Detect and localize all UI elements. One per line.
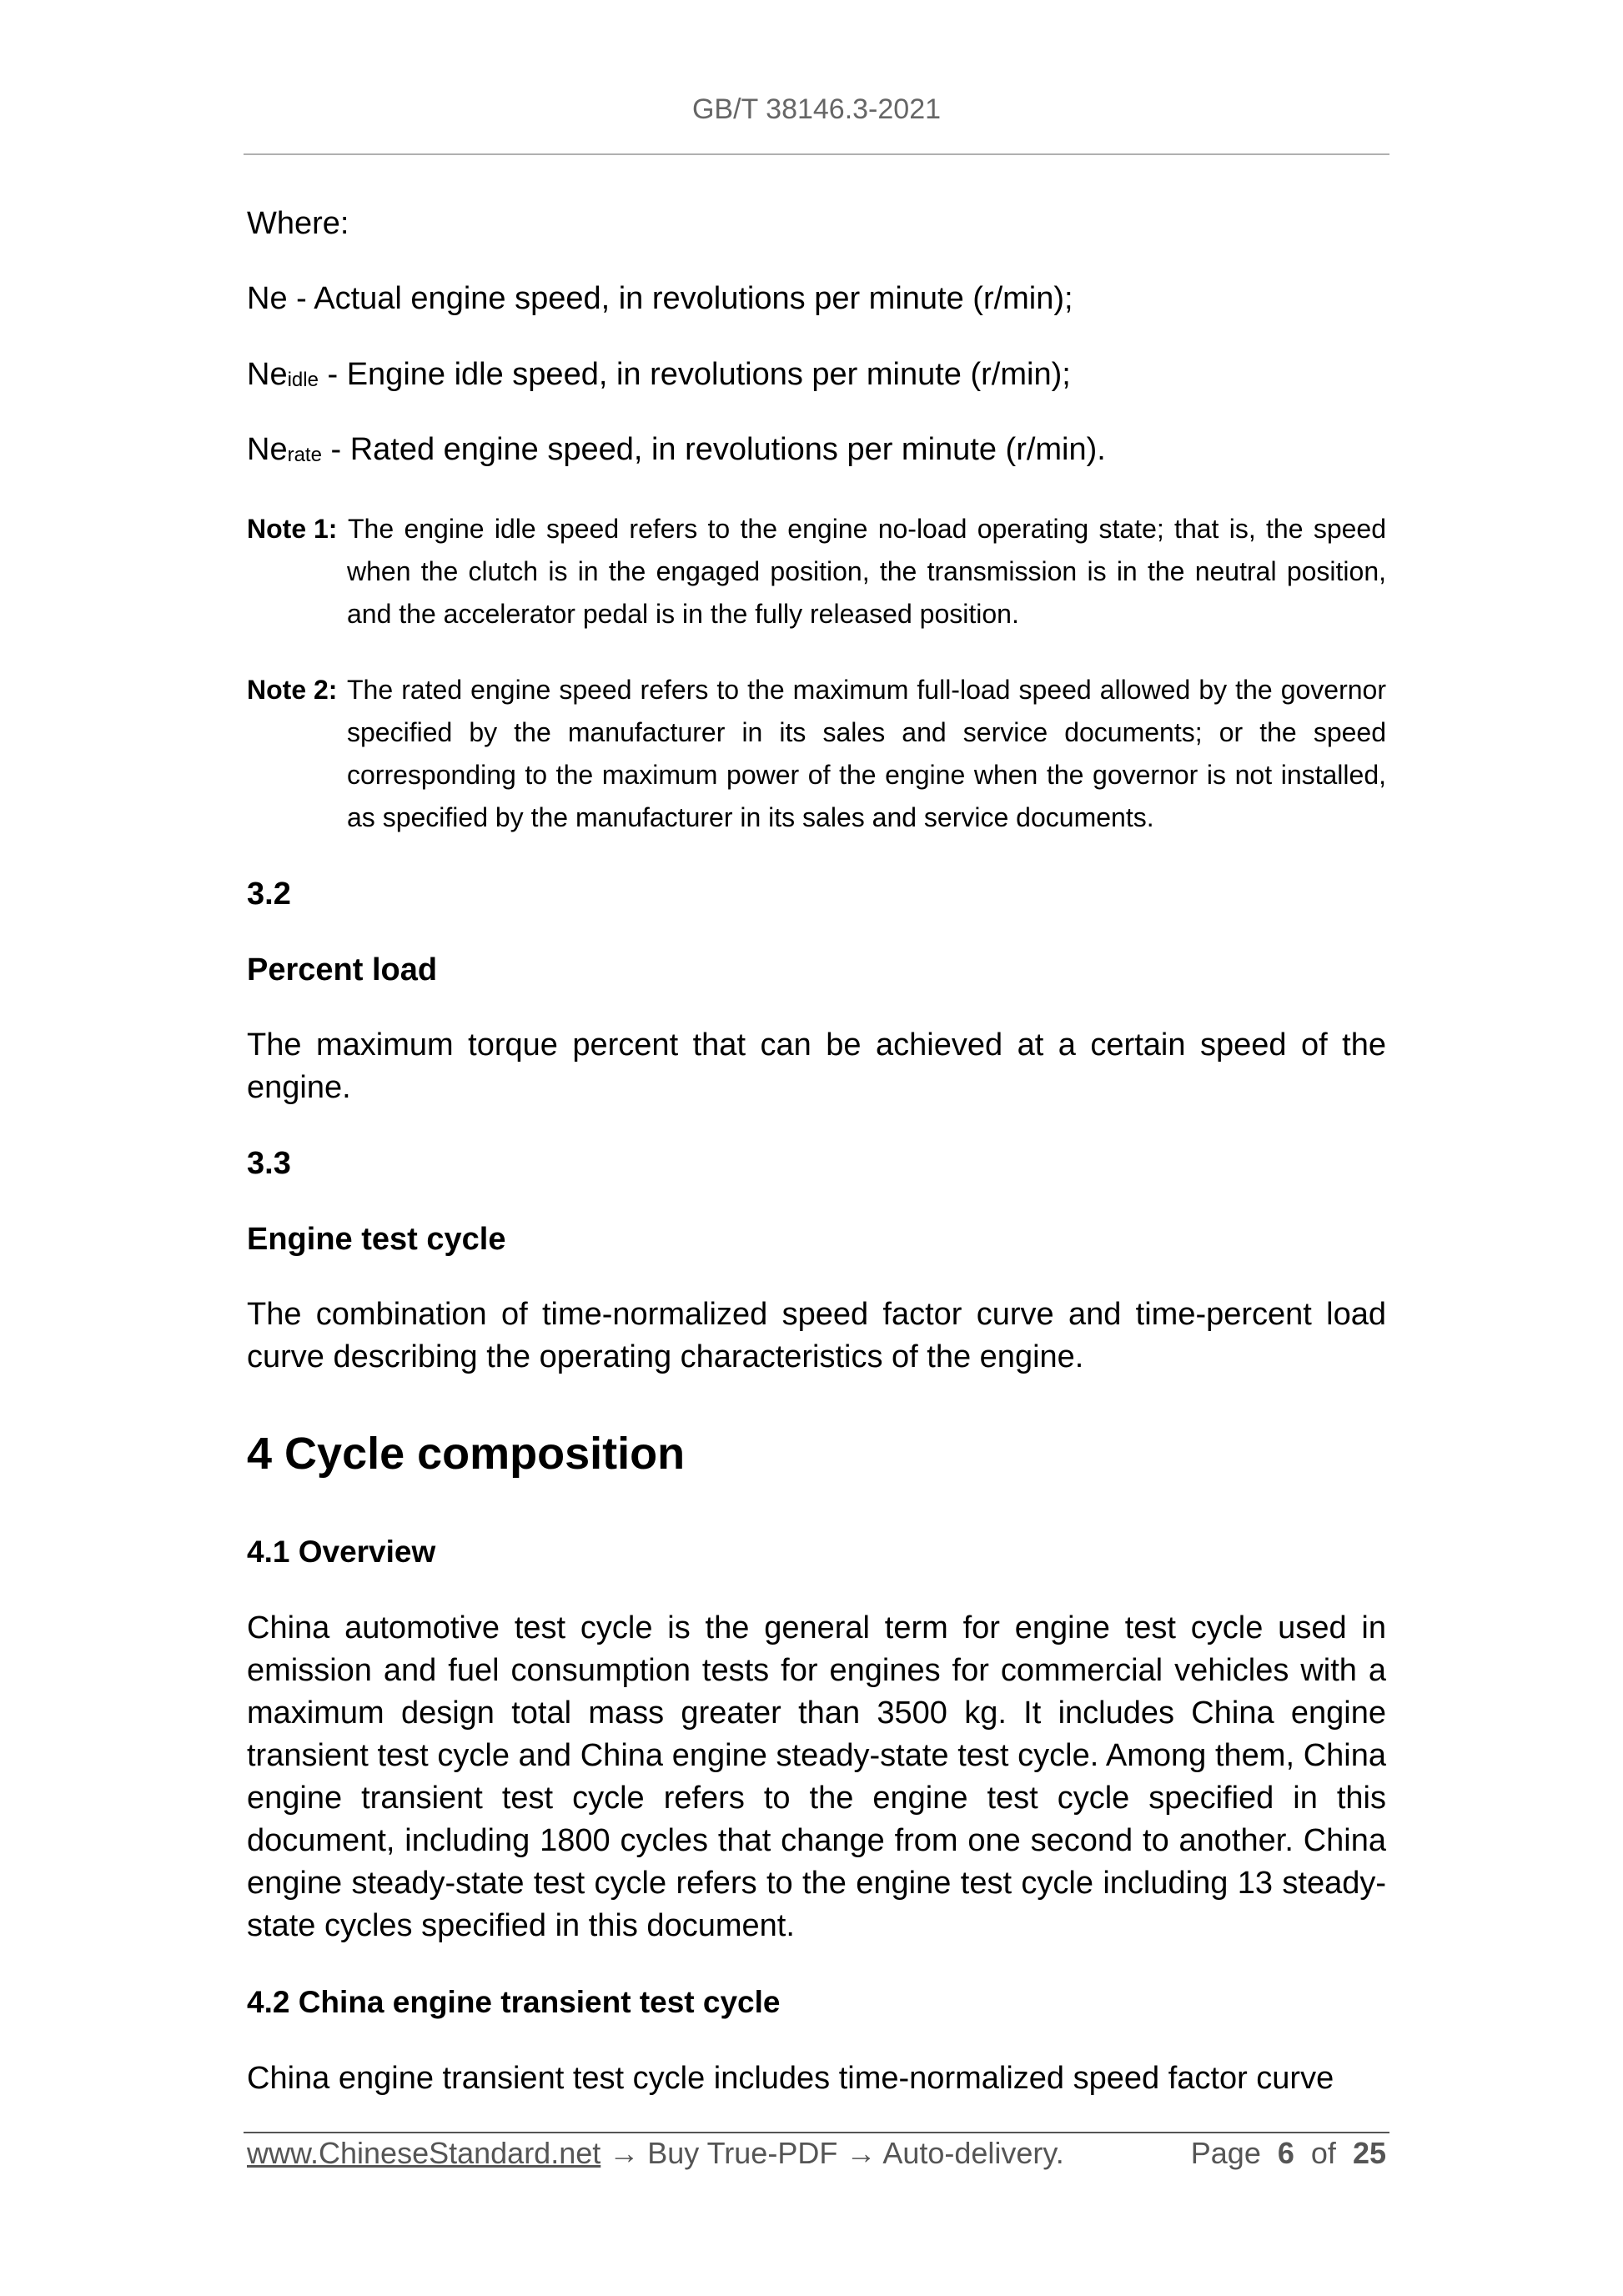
note-label: Note 1:	[247, 514, 338, 544]
section-heading: 4 Cycle composition	[247, 1429, 686, 1479]
overview-paragraph: China automotive test cycle is the general term for engine test cycle used in emission and fuel consumption tests for engines for commercial vehicles with a maximum design total mass greater than 3500 kg. It includes China engine transient test cycle and China engine steady-state test cycle. Among them, China engine transient test cycle refers to the engine test cycle specified in this document, including 1800 cycles that change from one second to another. China engine steady-state test cycle refers to the engine test cycle including 13 steady-state cycles specified in this document.	[247, 1610, 1386, 1943]
note-text: The rated engine speed refers to the maximum full-load speed allowed by the governor specified by the manufacturer in its sales and service documents; or the speed corresponding to the maximum power of the engine when the governor is not installed, as specified by the manufacturer in its sales and service documents.	[347, 675, 1386, 832]
term-definition: The maximum torque percent that can be achieved at a certain speed of the engine.	[247, 1027, 1386, 1105]
current-page: 6	[1277, 2136, 1294, 2170]
footer-divider	[244, 2132, 1389, 2133]
note-text-wrap	[247, 669, 1386, 839]
note-text: The engine idle speed refers to the engine no-load operating state; that is, the speed when the clutch is in the engaged position, the transmission is in the neutral position, and the accelerator pedal is in the fully released position.	[347, 514, 1386, 629]
header-divider	[244, 153, 1389, 155]
term-number: 3.3	[247, 1146, 291, 1181]
def-subscript: rate	[287, 444, 322, 466]
page-footer	[247, 2136, 1386, 2171]
subsection-heading: 4.2 China engine transient test cycle	[247, 1985, 781, 2019]
note-1	[247, 508, 1386, 636]
def-ne-idle	[247, 354, 1386, 399]
note-2	[247, 669, 1386, 839]
note-label: Note 2:	[247, 675, 338, 705]
def-text: - Rated engine speed, in revolutions per minute (r/min).	[321, 432, 1106, 467]
def-text: - Actual engine speed, in revolutions per minute (r/min);	[287, 281, 1073, 316]
def-ne	[247, 278, 1386, 320]
def-text: - Engine idle speed, in revolutions per minute (r/min);	[318, 357, 1071, 392]
total-pages: 25	[1352, 2136, 1386, 2170]
def-symbol: Ne	[247, 357, 288, 392]
term-definition: The combination of time-normalized speed factor curve and time-percent load curve describing the operating characteristics of the engine.	[247, 1297, 1386, 1374]
term-number: 3.2	[247, 877, 291, 912]
def-symbol: Ne	[247, 281, 288, 316]
def-ne-rate	[247, 429, 1386, 475]
def-subscript: idle	[287, 369, 319, 391]
footer-tagline: → Buy True-PDF → Auto-delivery.	[600, 2136, 1064, 2170]
where-intro: Where:	[247, 206, 349, 241]
transient-paragraph: China engine transient test cycle includes time-normalized speed factor curve	[247, 2061, 1334, 2096]
running-header: GB/T 38146.3-2021	[691, 93, 942, 125]
term-title: Percent load	[247, 952, 438, 987]
def-symbol: Ne	[247, 432, 288, 467]
term-title: Engine test cycle	[247, 1222, 506, 1257]
note-text-wrap	[247, 508, 1386, 636]
page-indicator: Page 6 of 25	[1190, 2136, 1386, 2170]
subsection-heading: 4.1 Overview	[247, 1535, 436, 1569]
website-link[interactable]: www.ChineseStandard.net	[247, 2136, 601, 2170]
